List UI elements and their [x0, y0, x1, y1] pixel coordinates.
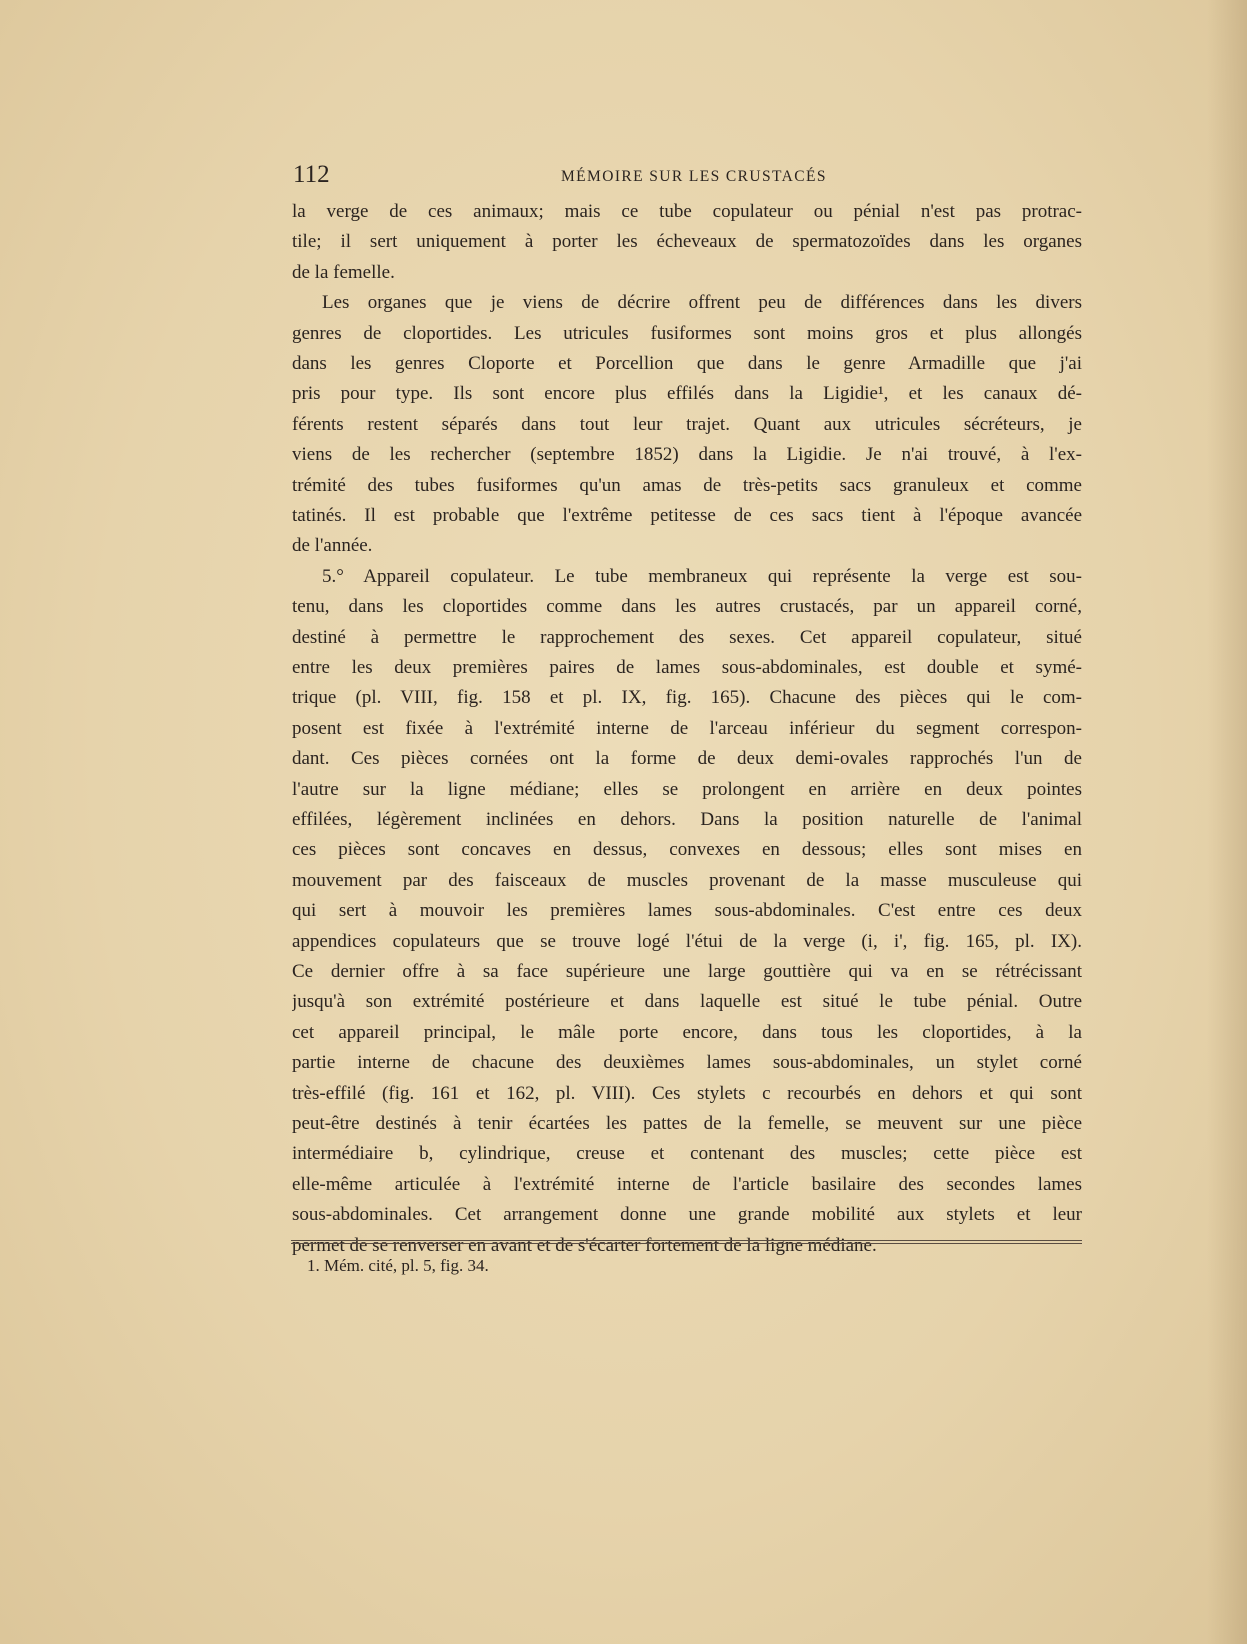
footnote-rule [291, 1240, 1082, 1241]
text-line: très-effilé (fig. 161 et 162, pl. VIII). Ces stylets c recourbés en dehors et qui sont [292, 1082, 1082, 1104]
text-line: dans les genres Cloporte et Porcellion que dans le genre Armadille que j'ai [292, 353, 1082, 374]
page-number: 112 [293, 161, 330, 188]
text-line: férents restent séparés dans tout leur trajet. Quant aux utricules sécréteurs, je [292, 413, 1082, 435]
footnote: 1. Mém. cité, pl. 5, fig. 34. [307, 1256, 489, 1275]
text-line: partie interne de chacune des deuxièmes lames sous-abdominales, un stylet corné [292, 1052, 1082, 1074]
text-line: jusqu'à son extrémité postérieure et dans laquelle est situé le tube pénial. Outre [292, 991, 1082, 1013]
text-line: permet de se renverser en avant et de s'écarter fortement de la ligne médiane. [292, 1234, 877, 1256]
page-edge-shadow [1207, 0, 1247, 1644]
text-line: trémité des tubes fusiformes qu'un amas de très-petits sacs granuleux et comme [292, 474, 1082, 496]
text-line: genres de cloportides. Les utricules fusiformes sont moins gros et plus allongés [292, 322, 1082, 344]
section-heading-line: 5.° Appareil copulateur. Le tube membraneux qui représente la verge est sou- [322, 565, 1082, 587]
text-line: dant. Ces pièces cornées ont la forme de deux demi-ovales rapprochés l'un de [292, 748, 1082, 770]
text-line: mouvement par des faisceaux de muscles provenant de la masse musculeuse qui [292, 869, 1082, 891]
footnote-rule [291, 1243, 1082, 1244]
running-head: MÉMOIRE SUR LES CRUSTACÉS [561, 168, 827, 185]
text-line: posent est fixée à l'extrémité interne de l'arceau inférieur du segment correspon- [292, 717, 1082, 739]
text-line: elle-même articulée à l'extrémité interne de l'article basilaire des secondes lames [292, 1173, 1082, 1195]
text-line: entre les deux premières paires de lames sous-abdominales, est double et symé- [292, 657, 1082, 678]
text-line: trique (pl. VIII, fig. 158 et pl. IX, fig. 165). Chacune des pièces qui le com- [292, 687, 1082, 709]
text-line: appendices copulateurs que se trouve logé l'étui de la verge (i, i', fig. 165, pl. IX). [292, 930, 1082, 952]
text-line: tatinés. Il est probable que l'extrême petitesse de ces sacs tient à l'époque avancée [292, 505, 1082, 526]
text-line: effilées, légèrement inclinées en dehors. Dans la position naturelle de l'animal [292, 809, 1082, 830]
text-line: Ce dernier offre à sa face supérieure une large gouttière qui va en se rétrécissant [292, 961, 1082, 982]
text-line: tile; il sert uniquement à porter les écheveaux de spermatozoïdes dans les organes [292, 231, 1082, 253]
text-line: sous-abdominales. Cet arrangement donne une grande mobilité aux stylets et leur [292, 1204, 1082, 1226]
text-line: ces pièces sont concaves en dessus, convexes en dessous; elles sont mises en [292, 839, 1082, 861]
text-line: cet appareil principal, le mâle porte encore, dans tous les cloportides, à la [292, 1021, 1082, 1043]
text-line: peut-être destinés à tenir écartées les pattes de la femelle, se meuvent sur une pièce [292, 1113, 1082, 1134]
text-line: Les organes que je viens de décrire offrent peu de différences dans les divers [322, 292, 1082, 314]
text-line: tenu, dans les cloportides comme dans les autres crustacés, par un appareil corné, [292, 596, 1082, 618]
body-text [292, 197, 1082, 1256]
text-line: la verge de ces animaux; mais ce tube copulateur ou pénial n'est pas protrac- [292, 201, 1082, 222]
text-line: de l'année. [292, 535, 373, 557]
page-header [293, 160, 933, 194]
text-line: l'autre sur la ligne médiane; elles se prolongent en arrière en deux pointes [292, 778, 1082, 800]
text-line: pris pour type. Ils sont encore plus effilés dans la Ligidie¹, et les canaux dé- [292, 383, 1082, 405]
text-line: intermédiaire b, cylindrique, creuse et contenant des muscles; cette pièce est [292, 1143, 1082, 1165]
text-line: de la femelle. [292, 261, 395, 283]
text-line: qui sert à mouvoir les premières lames sous-abdominales. C'est entre ces deux [292, 900, 1082, 922]
text-line: viens de les rechercher (septembre 1852) dans la Ligidie. Je n'ai trouvé, à l'ex- [292, 444, 1082, 466]
text-line: destiné à permettre le rapprochement des sexes. Cet appareil copulateur, situé [292, 626, 1082, 648]
